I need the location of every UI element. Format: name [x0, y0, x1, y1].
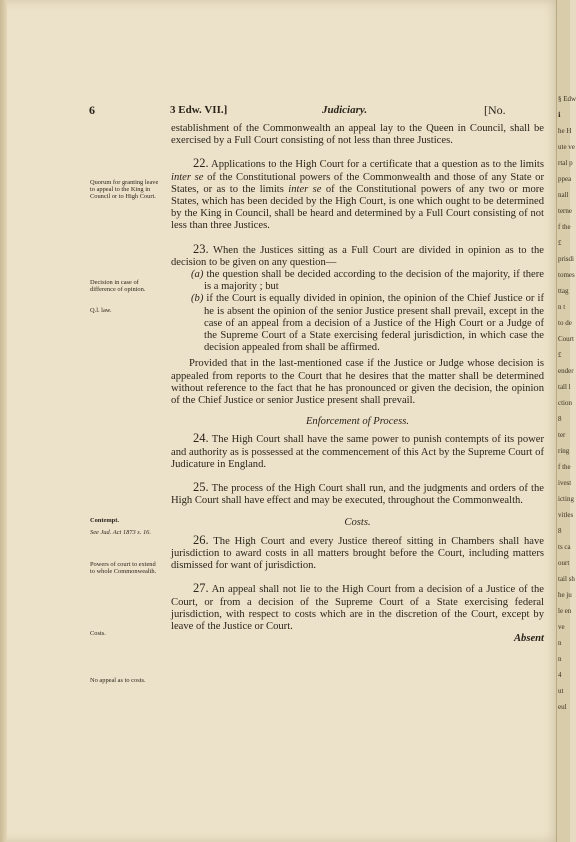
facing-page-fragment: terne — [558, 207, 572, 215]
facing-page-fragment: ivest — [558, 479, 572, 487]
facing-page-fragment: £ — [558, 351, 562, 359]
facing-page-fragment: § Edw — [558, 95, 576, 103]
facing-page-fragment: tall l — [558, 383, 571, 391]
facing-page-fragment: Court — [558, 335, 574, 343]
section-number: 25. — [193, 480, 209, 495]
section-24: 24. The High Court shall have the same power to punish contempts of its power and authority as is possessed at the commencement of this Act by the Supreme Court of Judicature in England. — [171, 431, 544, 470]
page-number: 6 — [89, 103, 95, 117]
page-binding — [0, 0, 7, 842]
facing-page-fragment: le en — [558, 607, 572, 615]
section-22: 22. Applications to the High Court for a certificate that a question as to the limits inter se of the Constitutional powers of the Commonwealth and those of any State or States, or as to the limits inter se of the Constitutional powers of any two or more States, which has been decided by the High Court, is one which ought to be determined by the King in Council, shall be heard and determined by a Full Court consisting of not less than three Justices. — [171, 156, 545, 232]
section-23-item-a: (a) the question shall be decided according to the decision of the majority, if there is a majority ; but — [191, 269, 544, 293]
section-number: 22. — [193, 156, 209, 171]
section-26: 26. The High Court and every Justice thereof sitting in Chambers shall have jurisdiction to award costs in all matters brought before the Court, including matters dismissed for want of jurisdiction. — [171, 532, 544, 572]
section-number: 27. — [193, 581, 209, 596]
facing-page-fragment: ppea — [558, 175, 572, 183]
facing-page-fragment: ve — [558, 623, 565, 631]
section-number: 24. — [193, 431, 209, 446]
section-number: 23. — [193, 241, 209, 256]
section-23: 23. When the Justices sitting as a Full Court are divided in opinion as to the decision to be given on any question— — [171, 241, 544, 268]
margin-note-costs: Costs. — [90, 630, 106, 637]
margin-note-powers: Powers of court to extend to whole Commonwealth. — [90, 561, 157, 575]
facing-page-fragment: f the — [558, 463, 571, 471]
section-23-proviso: Provided that in the last-mentioned case if the Justice or Judge whose decision is appealed from reports to the Court that he desires that the matter shall be determined without reference to the fact that he has pronounced or given the decision, the opinion of the Chief Justice or senior Justice present shall prevail. — [171, 358, 544, 407]
opening-paragraph: establishment of the Commonwealth an appeal lay to the Queen in Council, shall be exercised by a Full Court consisting of not less than three Justices. — [171, 123, 544, 147]
facing-page-fragment: n — [558, 655, 562, 663]
facing-page-fragment: n — [558, 639, 562, 647]
margin-note-qd: Q.l. law. — [90, 307, 112, 314]
facing-page-fragment: 8 — [558, 527, 562, 535]
running-header — [0, 103, 560, 119]
facing-page-fragment: 8 — [558, 415, 562, 423]
facing-page-fragment: ender — [558, 367, 574, 375]
page-title: Judiciary. — [322, 104, 368, 116]
document-body — [171, 123, 544, 645]
heading-costs: Costs. — [344, 517, 371, 529]
margin-note-decision: Decision in case of difference of opinion. — [90, 279, 146, 293]
facing-page-edge — [556, 0, 576, 842]
act-number-label: [No. — [484, 103, 506, 117]
section-23-item-b: (b) if the Court is equally divided in opinion, the opinion of the Chief Justice or if he is absent the opinion of the senior Justice present shall prevail, except in the case of an appeal from a decision of a Justice of the High Court or a Judge of the Supreme Court of a State exercising federal jurisdiction, in which case the decision appealed from shall be affirmed. — [191, 293, 544, 354]
margin-note-contempt-ref: See Jud. Act 1873 s. 16. — [90, 529, 151, 536]
facing-page-fragment: nall — [558, 191, 569, 199]
facing-page-fragment: ℹ — [558, 111, 561, 119]
facing-page-fragment: ter — [558, 431, 566, 439]
facing-page-fragment: icting — [558, 495, 574, 503]
facing-page-fragment: ring — [558, 447, 570, 455]
margin-note-quorum: Quorum for granting leave to appeal to the King in Council or to High Court. — [90, 179, 159, 200]
facing-page-fragment: vitles — [558, 511, 574, 519]
facing-page-fragment: f the — [558, 223, 571, 231]
facing-page-fragment: rtal p — [558, 159, 573, 167]
facing-page-fragment: ttag — [558, 287, 569, 295]
facing-page-fragment: tail sh — [558, 575, 575, 583]
heading-enforcement: Enforcement of Process. — [305, 416, 410, 428]
facing-page-fragment: eul — [558, 703, 567, 711]
act-reference: 3 Edw. VII.] — [170, 104, 228, 116]
margin-note-contempt: Contempt. — [90, 517, 119, 524]
facing-page-fragment: to de — [558, 319, 572, 327]
facing-page-fragment: 4 — [558, 671, 562, 679]
facing-page-fragment: tomes — [558, 271, 575, 279]
facing-page-fragment: n t — [558, 303, 566, 311]
facing-page-fragment: he ju — [558, 591, 572, 599]
facing-page-fragment: ts ca — [558, 543, 571, 551]
section-27: 27. An appeal shall not lie to the High Court from a decision of a Justice of the Court, or from a decision of the Supreme Court of a State exercising federal jurisdiction, with respect to costs which are in the discretion of the Court, except by leave of the Justice or Court. — [171, 581, 544, 632]
facing-page-fragment: £ — [558, 239, 562, 247]
margin-note-no-appeal: No appeal as to costs. — [90, 677, 146, 684]
facing-page-fragment: he H — [558, 127, 572, 135]
facing-page-fragment: ourt — [558, 559, 570, 567]
section-number: 26. — [193, 532, 209, 547]
facing-page-fragment: prisdi — [558, 255, 574, 263]
catchword: Absent — [513, 633, 544, 645]
facing-page-fragment: ute ve — [558, 143, 575, 151]
section-25: 25. The process of the High Court shall run, and the judgments and orders of the High Court shall have effect and may be executed, throughout the Commonwealth. — [171, 480, 544, 507]
facing-page-fragment: ut — [558, 687, 564, 695]
facing-page-fragment: ction — [558, 399, 572, 407]
